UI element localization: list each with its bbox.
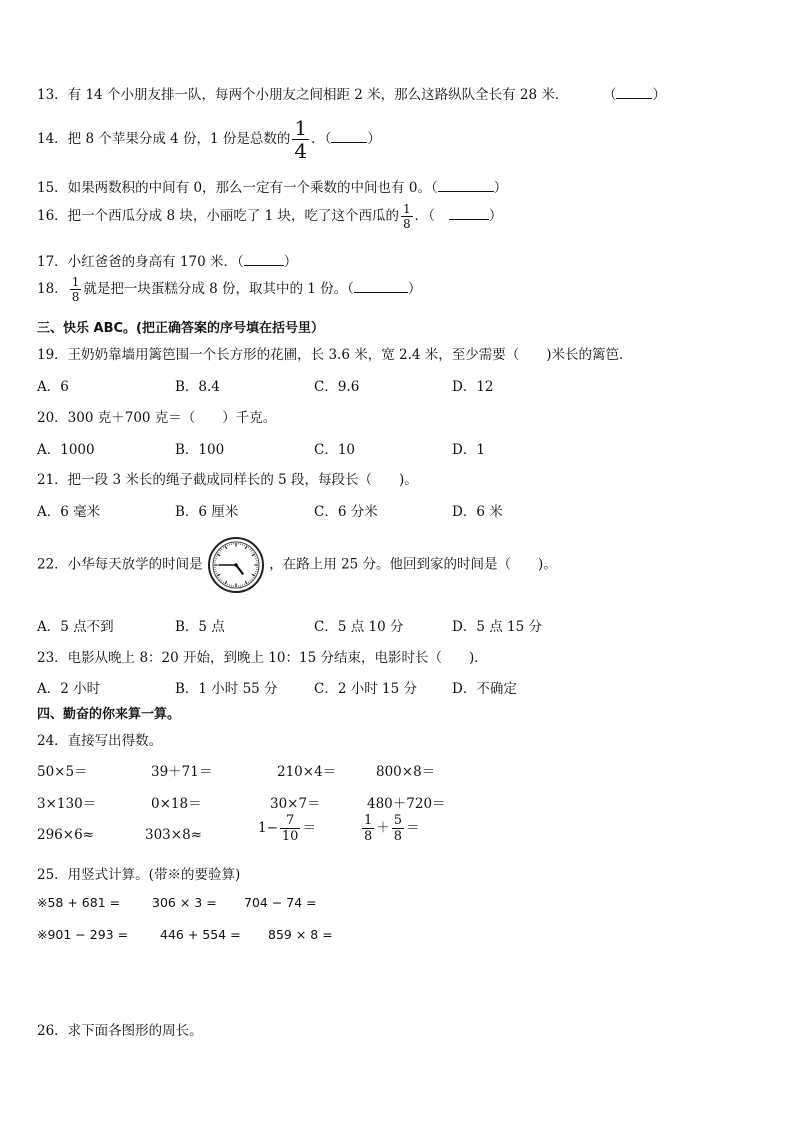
calc-item: 800×8＝ — [376, 764, 436, 780]
calc-item: 210×4＝ — [277, 764, 337, 780]
question-21: 21．把一段 3 米长的绳子截成同样长的 5 段，每段长（ )。 — [37, 472, 418, 488]
calc-item-fraction-2: $\frac{1}{8}$ ＋ $\frac{5}{8}$ ＝ — [364, 813, 420, 844]
option-19-c[interactable]: C．9.6 — [314, 379, 360, 395]
option-23-b[interactable]: B．1 小时 55 分 — [175, 681, 278, 697]
answer-blank-14[interactable] — [331, 130, 367, 143]
question-13-text: 13．有 14 个小朋友排一队，每两个小朋友之间相距 2 米，那么这路纵队全长有 28 米． — [37, 87, 569, 103]
option-19-d[interactable]: D．12 — [452, 379, 494, 395]
clock-icon — [207, 536, 265, 594]
option-23-a[interactable]: A．2 小时 — [37, 681, 101, 697]
answer-blank-13[interactable] — [616, 86, 652, 99]
question-20: 20．300 克＋700 克＝（ ）千克。 — [37, 410, 277, 426]
vertical-calc-item: 704 − 74 = — [244, 895, 317, 910]
option-20-a[interactable]: A．1000 — [37, 442, 95, 458]
option-20-c[interactable]: C．10 — [314, 442, 356, 458]
option-21-c[interactable]: C．6 分米 — [314, 504, 378, 520]
option-22-a[interactable]: A．5 点不到 — [37, 619, 114, 635]
answer-blank-15[interactable] — [438, 179, 494, 192]
vertical-calc-item: 859 × 8 = — [268, 927, 333, 942]
vertical-calc-item: ※58 + 681 = — [37, 895, 121, 910]
option-22-b[interactable]: B．5 点 — [175, 619, 225, 635]
section-4-heading: 四、勤奋的你来算一算。 — [37, 707, 181, 722]
question-25-title: 25．用竖式计算。(带※的要验算) — [37, 867, 241, 883]
fraction-one-eighth: $\frac{1}{8}$ — [403, 202, 411, 231]
option-19-a[interactable]: A．6 — [37, 379, 69, 395]
option-23-c[interactable]: C．2 小时 15 分 — [314, 681, 417, 697]
section-3-heading: 三、快乐 ABC。(把正确答案的序号填在括号里） — [37, 321, 324, 336]
question-15: 15．如果两数积的中间有 0，那么一定有一个乘数的中间也有 0。（ ） — [37, 180, 508, 196]
calc-item: 3×130＝ — [37, 796, 97, 812]
calc-item: 39＋71＝ — [151, 764, 213, 780]
question-22: 22．小华每天放学的时间是 ，在路上用 25 分。他回到家的时间是（ )。 — [37, 536, 557, 594]
question-24-title: 24．直接写出得数。 — [37, 733, 163, 749]
question-18: 18． $\frac{1}{8}$ 就是把一块蛋糕分成 8 份，取其中的 1 份。（ ） — [37, 275, 422, 304]
fraction-one-quarter: $\frac{1}{4}$ — [294, 116, 308, 163]
answer-blank-17[interactable] — [244, 253, 284, 266]
answer-blank-16[interactable] — [449, 207, 489, 220]
question-16: 16．把一个西瓜分成 8 块，小丽吃了 1 块，吃了这个西瓜的 $\frac{1}{8}$ ．（ ） — [37, 202, 503, 231]
question-23: 23．电影从晚上 8：20 开始，到晚上 10：15 分结束，电影时长（ )． — [37, 650, 488, 666]
question-17: 17．小红爸爸的身高有 170 米．（ ） — [37, 254, 298, 270]
question-14: 14．把 8 个苹果分成 4 份，1 份是总数的 $\frac{1}{4}$ ．（ ） — [37, 116, 381, 163]
question-26-title: 26．求下面各图形的周长。 — [37, 1023, 203, 1039]
calc-item-fraction-1: 1− $\frac{7}{10}$ ＝ — [258, 813, 316, 844]
calc-item: 50×5＝ — [37, 764, 88, 780]
calc-item: 296×6≈ — [37, 827, 94, 843]
option-21-b[interactable]: B．6 厘米 — [175, 504, 239, 520]
answer-blank-18[interactable] — [354, 280, 408, 293]
calc-item: 303×8≈ — [145, 827, 202, 843]
option-20-d[interactable]: D．1 — [452, 442, 485, 458]
option-22-c[interactable]: C．5 点 10 分 — [314, 619, 404, 635]
question-13: 13．有 14 个小朋友排一队，每两个小朋友之间相距 2 米，那么这路纵队全长有 28 米． （ ） — [37, 87, 666, 103]
option-21-a[interactable]: A．6 毫米 — [37, 504, 101, 520]
option-23-d[interactable]: D．不确定 — [452, 681, 517, 697]
fraction-one-eighth: $\frac{1}{8}$ — [71, 275, 80, 304]
option-19-b[interactable]: B．8.4 — [175, 379, 220, 395]
calc-item: 0×18＝ — [151, 796, 202, 812]
calc-item: 480＋720＝ — [367, 796, 446, 812]
question-19: 19．王奶奶靠墙用篱笆围一个长方形的花圃，长 3.6 米，宽 2.4 米，至少需要（ )米长的篱笆． — [37, 347, 633, 363]
option-20-b[interactable]: B．100 — [175, 442, 225, 458]
vertical-calc-item: 306 × 3 = — [152, 895, 217, 910]
vertical-calc-item: 446 + 554 = — [160, 927, 241, 942]
calc-item: 30×7＝ — [270, 796, 321, 812]
option-22-d[interactable]: D．5 点 15 分 — [452, 619, 542, 635]
option-21-d[interactable]: D．6 米 — [452, 504, 503, 520]
vertical-calc-item: ※901 − 293 = — [37, 927, 129, 942]
